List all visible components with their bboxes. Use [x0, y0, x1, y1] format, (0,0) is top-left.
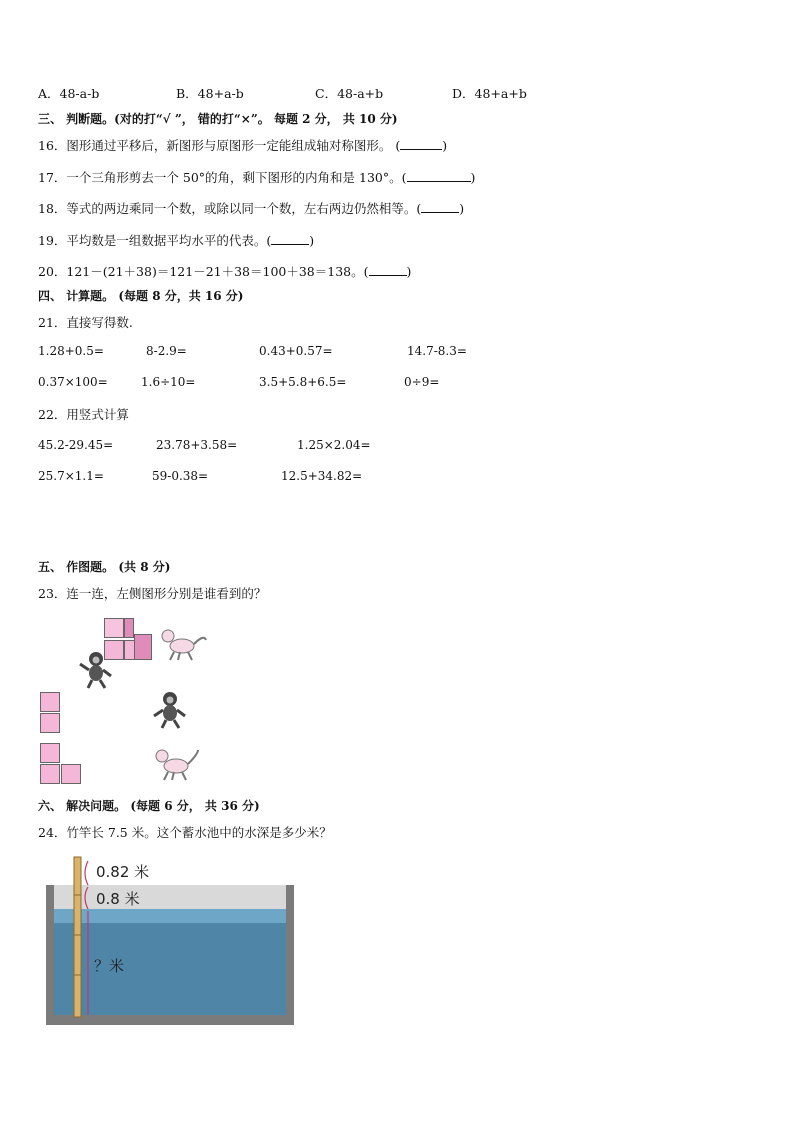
question-20-close: ) [406, 264, 412, 279]
q22-item-3: 1.25×2.04= [297, 438, 371, 452]
option-d: D．48+a+b [452, 86, 527, 101]
question-20-text: 20．121－(21＋38)＝121－21＋38＝100＋38＝138。( [38, 264, 369, 279]
question-17-text: 17．一个三角形剪去一个 50°的角，剩下图形的内角和是 130°。( [38, 170, 407, 185]
option-b: B．48+a-b [176, 86, 244, 101]
q21-item-5: 0.37×100= [38, 375, 108, 389]
answer-blank-19[interactable] [271, 232, 309, 245]
cube-right-side [134, 634, 152, 660]
q22-item-6: 12.5+34.82= [281, 469, 363, 483]
q22-item-1: 45.2-29.45= [38, 438, 114, 452]
option-c: C．48-a+b [315, 86, 384, 101]
cube-top-front [104, 618, 124, 638]
answer-blank-17[interactable] [407, 169, 471, 182]
dog-option-icon [152, 746, 200, 782]
question-18 [38, 199, 464, 217]
pool-label-unknown: ？米 [94, 957, 125, 975]
question-21-title: 21．直接写得数. [38, 315, 133, 330]
q21-item-1: 1.28+0.5= [38, 344, 104, 358]
pool-diagram [46, 855, 296, 1027]
question-17 [38, 168, 475, 186]
q21-item-7: 3.5+5.8+6.5= [259, 375, 347, 389]
cube-top-side [124, 618, 134, 638]
question-24-title: 24．竹竿长 7.5 米。这个蓄水池中的水深是多少米？ [38, 825, 332, 840]
q21-item-8: 0÷9= [404, 375, 440, 389]
answer-blank-18[interactable] [421, 200, 459, 213]
monkey-option-icon [152, 690, 188, 730]
pool-label-mid: 0.8 米 [96, 890, 140, 908]
question-16-text: 16．图形通过平移后，新图形与原图形一定能组成轴对称图形。 ( [38, 138, 401, 153]
view2-bottom-right-square [61, 764, 81, 784]
section-4-heading: 四、 计算题。 (每题 8 分，共 16 分) [38, 289, 244, 303]
question-22-title: 22．用竖式计算 [38, 407, 129, 422]
question-19-text: 19．平均数是一组数据平均水平的代表。( [38, 233, 272, 248]
q21-item-3: 0.43+0.57= [259, 344, 333, 358]
q22-item-5: 59-0.38= [152, 469, 209, 483]
pool-label-top: 0.82 米 [96, 863, 150, 881]
view1-top-square [40, 692, 60, 712]
section-6-heading: 六、 解决问题。 (每题 6 分， 共 36 分) [38, 799, 260, 813]
q21-item-6: 1.6÷10= [141, 375, 196, 389]
question-19-close: ) [309, 233, 315, 248]
question-19 [38, 231, 314, 249]
question-16 [38, 136, 447, 154]
question-18-text: 18．等式的两边乘同一个数，或除以同一个数，左右两边仍然相等。( [38, 201, 422, 216]
view2-bottom-left-square [40, 764, 60, 784]
question-20 [38, 262, 411, 280]
question-23-title: 23．连一连，左侧图形分别是谁看到的？ [38, 586, 267, 601]
dog-icon [160, 626, 208, 662]
answer-blank-16[interactable] [400, 137, 442, 150]
question-18-close: ) [459, 201, 465, 216]
q22-item-4: 25.7×1.1= [38, 469, 104, 483]
option-a: A．48-a-b [38, 86, 100, 101]
q22-item-2: 23.78+3.58= [156, 438, 238, 452]
view2-top-square [40, 743, 60, 763]
section-3-heading: 三、 判断题。(对的打“√ ”， 错的打“×”。 每题 2 分， 共 10 分) [38, 112, 398, 126]
view1-bottom-square [40, 713, 60, 733]
q21-item-2: 8-2.9= [146, 344, 187, 358]
q21-item-4: 14.7-8.3= [407, 344, 467, 358]
question-17-close: ) [470, 170, 476, 185]
section-5-heading: 五、 作图题。 (共 8 分) [38, 560, 171, 574]
monkey-icon [78, 650, 114, 690]
question-16-close: ) [442, 138, 448, 153]
answer-blank-20[interactable] [369, 263, 407, 276]
